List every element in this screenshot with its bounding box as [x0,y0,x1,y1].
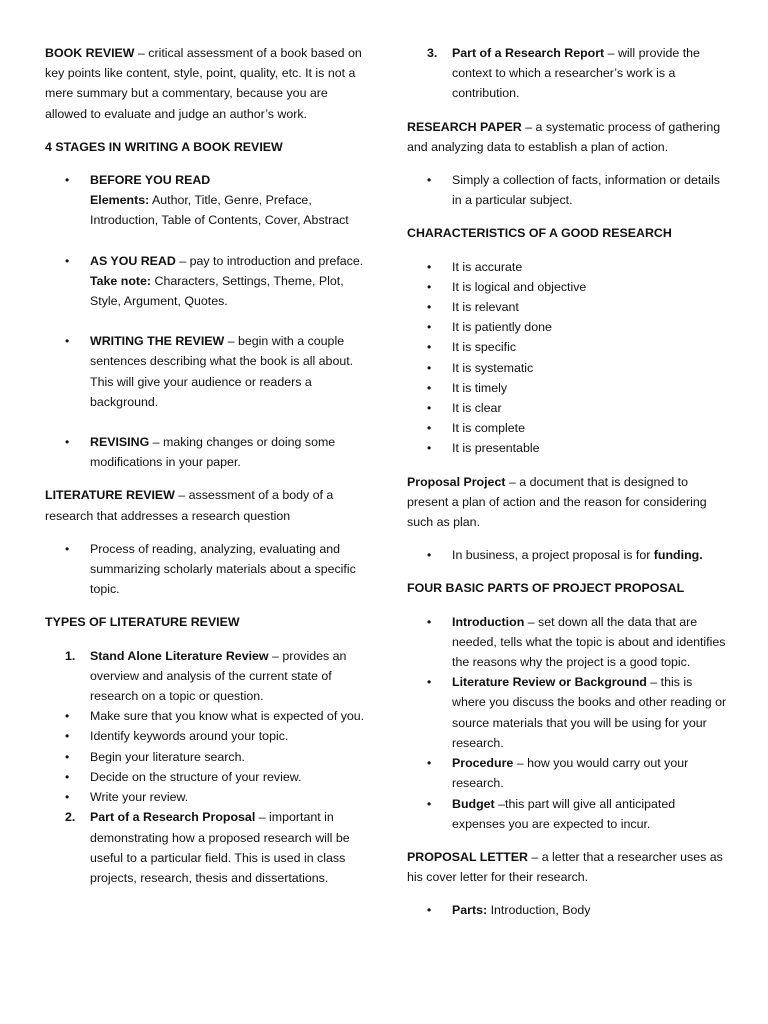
proposal-letter-paragraph [407,847,727,887]
research-paper-term: RESEARCH PAPER [407,119,522,134]
list-item-text: Write your review. [90,790,189,805]
list-item [407,297,727,317]
list-item-text: It is presentable [452,441,540,456]
list-item [45,706,370,726]
part-term: Procedure [452,756,514,771]
book-review-paragraph [45,43,370,124]
right-column [407,43,727,921]
characteristics-list [407,257,727,459]
numbered-item [45,807,370,888]
type-term: Stand Alone Literature Review [90,648,269,663]
proposal-project-term: Proposal Project [407,474,506,489]
list-item-text: It is systematic [452,360,534,375]
bullet-icon: • [65,709,70,724]
list-item [45,432,370,472]
bullet-icon: • [427,401,432,416]
list-item-text: It is specific [452,340,517,355]
list-item [407,317,727,337]
list-item-text: Simply a collection of facts, information or details in a particular subject. [452,173,720,208]
research-paper-paragraph [407,117,727,157]
list-item [407,612,727,673]
parts-list [407,612,727,834]
book-review-definition: – critical assessment of a book based on key points like content, style, point, quality, etc. It is not a mere summary but a commentary, because you are allowed to evaluate and judge an author’s work. [45,46,362,121]
bullet-icon: • [427,259,432,274]
type-text: – will provide the context to which a researcher’s work is a contribution. [452,46,700,101]
bullet-icon: • [427,441,432,456]
list-item [407,277,727,297]
list-item-text: In business, a project proposal is for [452,548,654,563]
part-text: – set down all the data that are needed, tells what the topic is about and identifies the reasons why the project is a good topic. [452,614,726,670]
numbered-item [45,646,370,707]
item-number: 2. [65,810,76,825]
literature-review-list [45,539,370,600]
stage-note-text: Characters, Settings, Theme, Plot, Style, Argument, Quotes. [90,273,344,309]
list-item-text: It is accurate [452,259,523,274]
stage-note-text: Author, Title, Genre, Preface, Introduction, Table of Contents, Cover, Abstract [90,193,349,228]
stage-term: BEFORE YOU READ [90,173,211,188]
bullet-icon: • [65,729,70,744]
part-term: Literature Review or Background [452,675,647,690]
type-text: – important in demonstrating how a proposed research will be useful to a particular field. This is used in class projects, research, thesis and dissertations. [90,810,350,885]
bullet-icon: • [65,173,70,188]
list-item-text: Decide on the structure of your review. [90,769,302,784]
stage-term: AS YOU READ [90,253,176,268]
part-text: –this part will give all anticipated expenses you are expected to incur. [452,796,676,831]
literature-review-definition: – assessment of a body of a research that addresses a research question [45,488,334,523]
list-item [45,767,370,787]
list-item [407,257,727,277]
type-term: Part of a Research Proposal [90,810,256,825]
list-item-text: It is timely [452,380,508,395]
proposal-letter-term: PROPOSAL LETTER [407,849,528,864]
letter-term: Parts: [452,903,488,918]
list-item-text: It is patiently done [452,320,552,335]
bullet-icon: • [427,548,432,563]
book-review-term: BOOK REVIEW [45,46,135,60]
proposal-letter-definition: – a letter that a researcher uses as his cover letter for their research. [407,849,723,885]
list-item [407,900,727,920]
letter-text: Introduction, Body [487,903,591,918]
stage-text: – pay to introduction and preface. [175,253,364,268]
stage-term: REVISING [90,435,150,450]
bullet-icon: • [427,421,432,436]
bullet-icon: • [65,435,70,450]
bullet-icon: • [427,756,432,771]
bullet-icon: • [427,279,432,294]
numbered-item [407,43,727,104]
list-item [407,545,727,565]
bullet-icon: • [65,790,70,805]
item-number: 1. [65,648,76,663]
types-heading: TYPES OF LITERATURE REVIEW [45,615,240,630]
list-item [407,794,727,834]
stage-note-term: Take note: [90,273,152,288]
proposal-project-paragraph [407,472,727,533]
types-list-continued [407,43,727,104]
types-list [45,646,370,888]
list-item-text: It is clear [452,401,502,416]
part-term: Introduction [452,614,525,629]
research-paper-list [407,170,727,210]
bullet-icon: • [427,675,432,690]
item-number: 3. [427,46,438,60]
part-term: Budget [452,796,495,811]
bullet-icon: • [427,380,432,395]
stages-list [45,170,370,472]
list-item-text: Begin your literature search. [90,749,245,764]
list-item [45,747,370,767]
list-item-text: Process of reading, analyzing, evaluating and summarizing scholarly materials about a specific topic. [90,541,356,597]
list-item [407,358,727,378]
bullet-icon: • [65,749,70,764]
stage-note-term: Elements: [90,193,150,208]
parts-heading: FOUR BASIC PARTS OF PROJECT PROPOSAL [407,581,685,596]
stage-text: – begin with a couple sentences describing what the book is all about. This will give your audience or readers a background. [90,334,354,409]
proposal-letter-list [407,900,727,920]
left-column [45,43,370,888]
bullet-icon: • [427,796,432,811]
list-item-bold: funding. [653,548,703,563]
part-text: – this is where you discuss the books and other reading or source materials that you will be using for your research. [452,675,727,750]
bullet-icon: • [427,614,432,629]
bullet-icon: • [65,253,70,268]
bullet-icon: • [427,173,432,188]
bullet-icon: • [65,541,70,556]
proposal-project-definition: – a document that is designed to present a plan of action and the reason for considering such as plan. [407,474,707,530]
stages-heading: 4 STAGES IN WRITING A BOOK REVIEW [45,139,283,154]
part-text: – how you would carry out your research. [452,756,689,791]
stage-term: WRITING THE REVIEW [90,334,225,349]
list-item [407,398,727,418]
list-item [45,726,370,746]
list-item [407,753,727,793]
list-item [45,787,370,807]
list-item-text: It is relevant [452,300,519,315]
bullet-icon: • [65,334,70,349]
bullet-icon: • [427,300,432,315]
bullet-icon: • [65,769,70,784]
list-item-text: Make sure that you know what is expected of you. [90,709,365,724]
type-text: – provides an overview and analysis of the current state of research on a topic or question. [90,648,347,704]
literature-review-term: LITERATURE REVIEW [45,488,175,503]
stage-text: – making changes or doing some modifications in your paper. [90,435,336,470]
list-item-text: It is logical and objective [452,279,587,294]
list-item [45,539,370,600]
list-item [407,418,727,438]
literature-review-paragraph [45,485,370,525]
list-item [45,331,370,412]
proposal-project-list [407,545,727,565]
bullet-icon: • [427,340,432,355]
list-item [407,170,727,210]
list-item [45,170,370,231]
type-term: Part of a Research Report [452,46,605,60]
characteristics-heading: CHARACTERISTICS OF A GOOD RESEARCH [407,226,672,241]
list-item-text: It is complete [452,421,525,436]
list-item [407,438,727,458]
bullet-icon: • [427,360,432,375]
list-item [407,378,727,398]
list-item [45,251,370,312]
list-item [407,337,727,357]
bullet-icon: • [427,320,432,335]
research-paper-definition: – a systematic process of gathering and analyzing data to establish a plan of action. [407,119,721,154]
bullet-icon: • [427,903,432,918]
list-item-text: Identify keywords around your topic. [90,729,289,744]
list-item [407,672,727,753]
